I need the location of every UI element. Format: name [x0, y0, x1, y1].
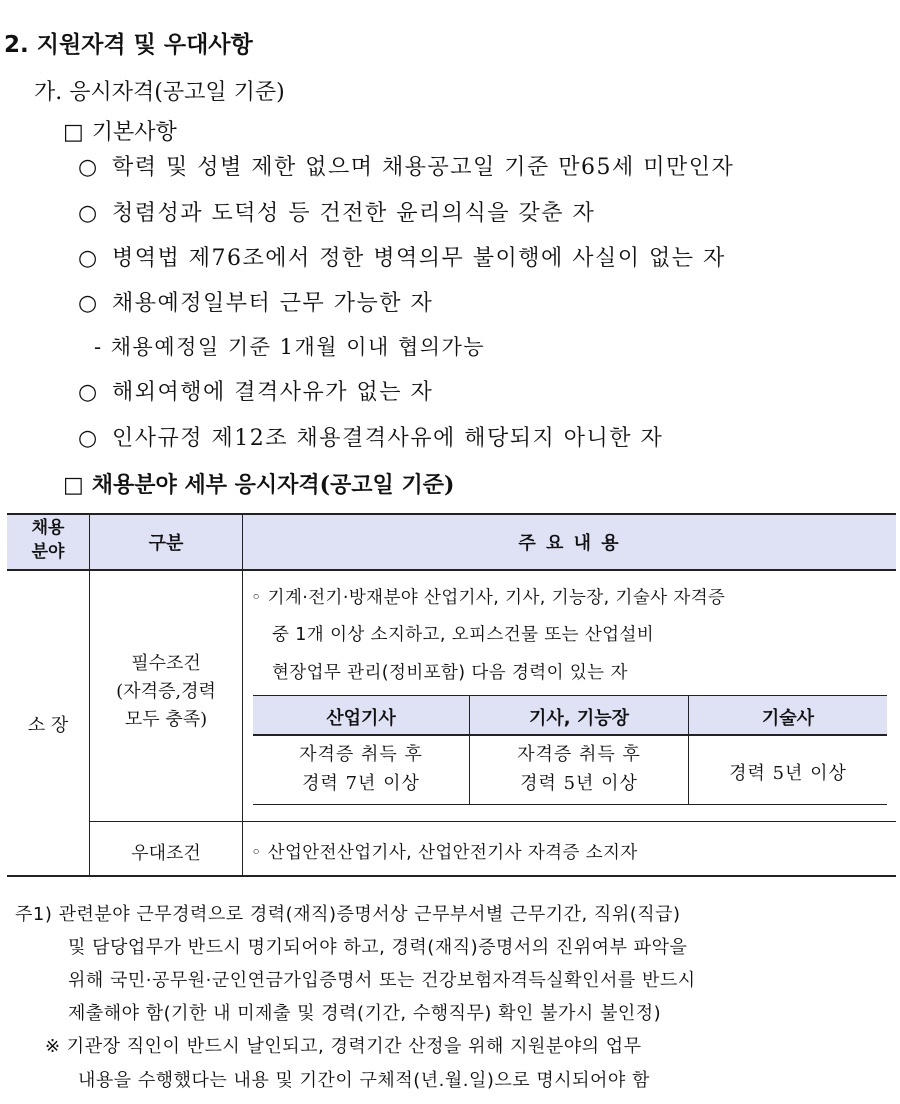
header-field [7, 516, 89, 564]
table-col-divider [242, 513, 243, 877]
table-bottom-border [7, 875, 896, 877]
requirement-text: 채용예정일부터 근무 가능한 자 [112, 291, 434, 316]
requirement-text: 인사규정 제12조 채용결격사유에 해당되지 아니한 자 [112, 426, 664, 451]
nested-cell-line: 경력 5년 이상 [520, 773, 638, 794]
header-category: 구분 [148, 533, 184, 554]
table-top-border [7, 513, 896, 515]
nested-header-cell: 산업기사 [326, 708, 396, 729]
required-text: ◦ 기계·전기·방재분야 산업기사, 기사, 기능장, 기술사 자격증 [251, 588, 726, 608]
requirement-item [78, 286, 433, 317]
basic-requirements-title: 기본사항 [91, 120, 177, 145]
preferred-text: ◦ 산업안전산업기사, 산업안전기사 자격증 소지자 [251, 843, 638, 863]
detail-requirements-heading [63, 468, 454, 499]
subsection-heading: 가. 응시자격(공고일 기준) [34, 80, 285, 105]
nested-cell [253, 740, 469, 798]
circle-bullet-icon: ○ [78, 246, 99, 271]
note-line: 주1) 관련분야 근무경력으로 경력(재직)증명서상 근무부서별 근무기간, 직위(직급) [15, 904, 681, 925]
requirement-text: 병역법 제76조에서 정한 병역의무 불이행에 사실이 없는 자 [112, 246, 726, 271]
requirement-text: 해외여행에 결격사유가 없는 자 [112, 380, 434, 405]
requirement-item [78, 241, 726, 272]
required-condition-label [90, 650, 242, 734]
note-line: 및 담당업무가 반드시 명기되어야 하고, 경력(재직)증명서의 진위여부 파악을 [68, 937, 688, 958]
note-line: 내용을 수행했다는 내용 및 기간이 구체적(년.월.일)으로 명시되어야 함 [78, 1070, 650, 1091]
required-subtitle: 모두 충족) [124, 709, 208, 730]
note-line: 제출해야 함(기한 내 미제출 및 경력(기간, 수행직무) 확인 불가시 불인정) [68, 1003, 662, 1024]
nested-cell-line: 경력 7년 이상 [302, 773, 420, 794]
nested-header-cell: 기술사 [761, 708, 815, 729]
requirement-item [78, 196, 595, 227]
circle-bullet-icon: ○ [78, 291, 99, 316]
nested-header-cell: 기사, 기능장 [528, 708, 630, 729]
required-title: 필수조건 [131, 653, 201, 674]
basic-requirements-heading [63, 115, 177, 146]
nested-cell [470, 740, 688, 798]
field-name: 소 장 [27, 715, 69, 736]
circle-bullet-icon: ○ [78, 201, 99, 226]
section-heading: 2. 지원자격 및 우대사항 [4, 32, 253, 58]
header-field-line: 채용 [31, 518, 65, 538]
checkbox-square-icon: □ [63, 473, 84, 498]
required-text: 중 1개 이상 소지하고, 오피스건물 또는 산업설비 [272, 625, 655, 645]
required-text: 현장업무 관리(정비포함) 다음 경력이 있는 자 [272, 663, 628, 683]
nested-header-border [253, 734, 887, 736]
requirement-item [78, 375, 433, 406]
note-line: ※ 기관장 직인이 반드시 날인되고, 경력기간 산정을 위해 지원분야의 업무 [45, 1036, 642, 1057]
circle-bullet-icon: ○ [78, 426, 99, 451]
nested-bottom-border [253, 804, 887, 805]
table-row-divider [90, 821, 896, 822]
note-line: 위해 국민·공무원·군인연금가입증명서 또는 건강보험자격득실확인서를 반드시 [68, 970, 696, 991]
nested-cell-line: 자격증 취득 후 [299, 744, 423, 765]
requirement-item [78, 421, 663, 452]
header-field-line: 분야 [31, 542, 65, 562]
detail-requirements-title: 채용분야 세부 응시자격(공고일 기준) [91, 472, 455, 498]
required-subtitle: (자격증,경력 [116, 681, 216, 702]
requirement-text: 학력 및 성별 제한 없으며 채용공고일 기준 만65세 미만인자 [112, 155, 735, 180]
requirement-subnote: - 채용예정일 기준 1개월 이내 협의가능 [94, 335, 486, 359]
requirement-text: 청렴성과 도덕성 등 건전한 윤리의식을 갖춘 자 [112, 201, 596, 226]
requirements-table [7, 513, 896, 877]
nested-cell-line: 자격증 취득 후 [517, 744, 641, 765]
requirement-item [78, 150, 734, 181]
nested-top-border [253, 695, 887, 696]
circle-bullet-icon: ○ [78, 155, 99, 180]
checkbox-square-icon: □ [63, 120, 84, 145]
header-content: 주 요 내 용 [518, 533, 621, 554]
circle-bullet-icon: ○ [78, 380, 99, 405]
preferred-condition-label: 우대조건 [131, 843, 201, 864]
nested-cell: 경력 5년 이상 [729, 763, 847, 784]
table-header-border [7, 569, 896, 571]
